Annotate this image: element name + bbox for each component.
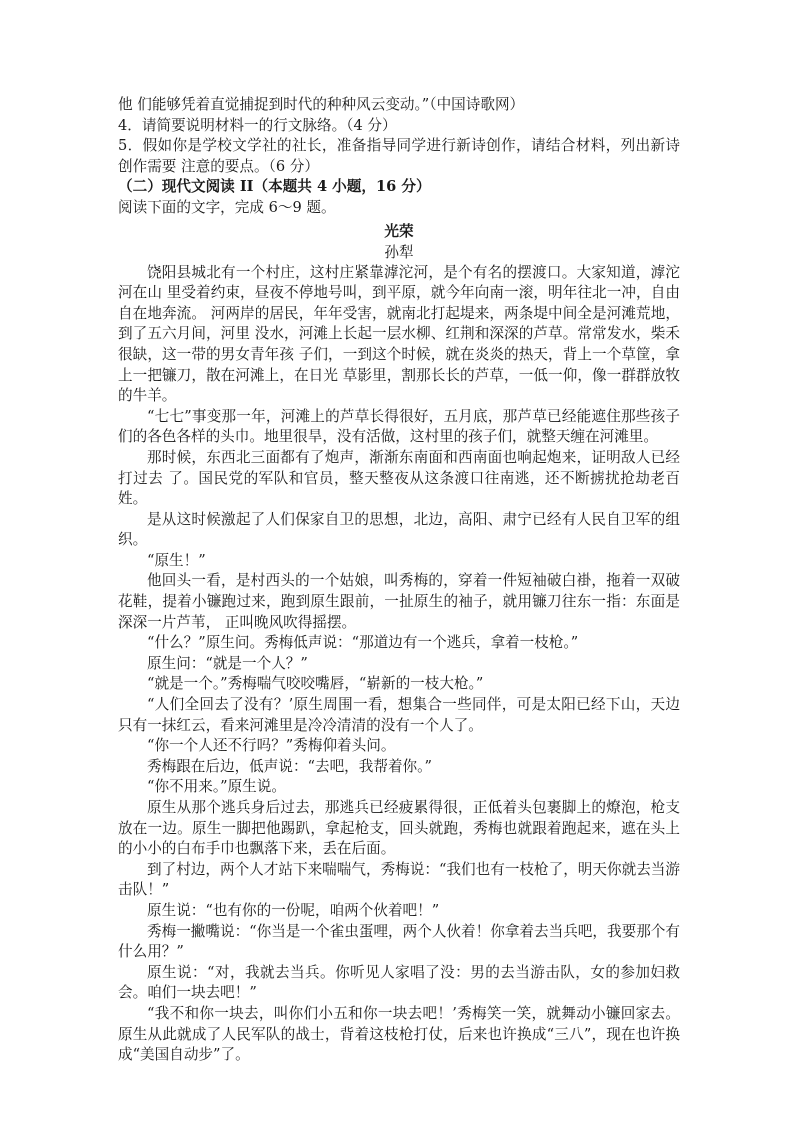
story-author: 孙犁	[384, 243, 414, 261]
story-paragraph: 原生说：“也有你的一份呢，咱两个伙着吧！”	[147, 901, 440, 919]
continued-quote-line: 他 们能够凭着直觉捕捉到时代的种种风云变动。”（中国诗歌网）	[118, 96, 525, 113]
story-paragraph: “你不用来。”原生说。	[147, 778, 286, 796]
story-paragraph: 原生问：“就是一个人？”	[147, 654, 308, 672]
story-paragraph: 到了村边，两个人才站下来喘喘气，秀梅说：“我们也有一枝枪了，明天你就去当游击队！”	[118, 860, 680, 899]
section-heading: （二）现代文阅读 II（本题共 4 小题，16 分）	[118, 178, 431, 196]
story-paragraph: 是从这时候激起了人们保家自卫的思想，北边，高阳、肃宁已经有人民自卫军的组织。	[118, 510, 680, 549]
story-paragraph: “就是一个。”秀梅喘气咬咬嘴唇，“崭新的一枝大枪。”	[147, 675, 484, 693]
question-4: 4．请简要说明材料一的行文脉络。（4 分）	[118, 116, 397, 134]
story-paragraph: 那时候，东西北三面都有了炮声，渐渐东南面和西南面也响起炮来，证明敌人已经打过去 了。国民党的军队和官员，整天整夜从这条渡口往南逃，还不断掳扰抢劫老百姓。	[118, 448, 680, 508]
story-paragraph: “什么？”原生问。秀梅低声说：“那道边有一个逃兵，拿着一枝枪。”	[147, 634, 579, 652]
page-content	[118, 95, 680, 1066]
question-5: 5．假如你是学校文学社的社长，准备指导同学进行新诗创作，请结合材料，列出新诗创作需要 注意的要点。（6 分）	[118, 137, 680, 175]
story-paragraph: “我不和你一块去，叫你们小五和你一块去吧！’秀梅笑一笑，就舞动小镰回家去。原生从此就成了人民军队的战士，背着这枝枪打仗，后来也许换成“三八”，现在也许换成“美国自动步”了。	[118, 1004, 680, 1064]
story-paragraph: “原生！”	[147, 551, 206, 569]
story-paragraph: “你一个人还不行吗？”秀梅仰着头问。	[147, 737, 396, 755]
story-paragraph: 原生说：“对，我就去当兵。你听见人家唱了没：男的去当游击队，女的参加妇救会。咱们一块去吧！”	[118, 963, 680, 1002]
story-paragraph: 他回头一看，是村西头的一个姑娘，叫秀梅的，穿着一件短袖破白褂，拖着一双破花鞋，提着小镰跑过来，跑到原生跟前，一扯原生的袖子，就用镰刀往东一指：东面是深深一片芦苇， 正叫晚风吹得摇摆。	[118, 572, 680, 631]
story-title: 光荣	[384, 222, 414, 240]
story-paragraph: “七七”事变那一年，河滩上的芦草长得很好，五月底，那芦草已经能遮住那些孩子们的各色各样的头巾。地里很旱，没有活做，这村里的孩子们，就整天缠在河滩里。	[118, 407, 680, 446]
story-paragraph: “人们全回去了没有？’原生周围一看，想集合一些同伴，可是太阳已经下山，天边只有一抹红云，看来河滩里是冷冷清清的没有一个人了。	[118, 696, 680, 734]
section-instruction: 阅读下面的文字，完成 6～9 题。	[118, 198, 336, 216]
story-paragraph: 秀梅跟在后边，低声说：“去吧，我帮着你。”	[147, 757, 432, 775]
story-paragraph: 秀梅一撇嘴说：“你当是一个雀虫蛋哩，两个人伙着！你拿着去当兵吧，我要那个有什么用？”	[118, 922, 680, 961]
story-paragraph: 原生从那个逃兵身后过去，那逃兵已经疲累得很，正低着头包裹脚上的燎泡，枪支放在一边。原生一脚把他踢趴，拿起枪支，回头就跑，秀梅也就跟着跑起来，遮在头上的小小的白布手巾也飘落下来，丢在后面。	[118, 799, 680, 858]
story-paragraph: 饶阳县城北有一个村庄，这村庄紧靠滹沱河，是个有名的摆渡口。大家知道，滹沱河在山 里受着约束，昼夜不停地号叫，到平原，就今年向南一滚，明年往北一冲，自由自在地奔流。 河两岸的居民，年年受害，就南北打起堤来，两条堤中间全是河滩荒地，到了五六月间，河里 没水，河滩上长起一层水柳、红荆和深深的芦草。常常发水，柴禾很缺，这一带的男女青年孩 子们，一到这个时候，就在炎炎的热天，背上一个草筐，拿上一把镰刀，散在河滩上，在日光 草影里，割那长长的芦草，一低一仰，像一群群放牧的牛羊。	[118, 263, 680, 405]
